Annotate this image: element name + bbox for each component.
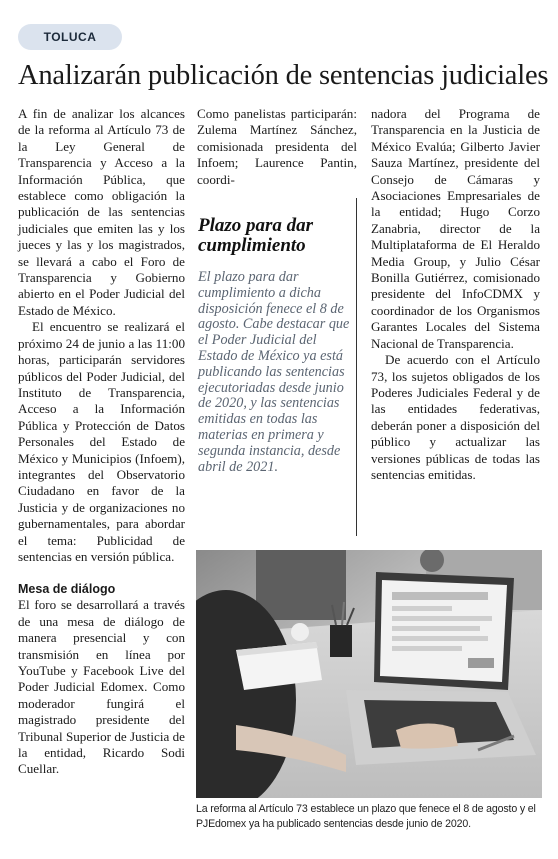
- photo-laptop-illustration: [196, 550, 542, 798]
- paragraph: nadora del Programa de Transparencia en la Justicia de México Evalúa; Gilberto Javier Sauza Martínez, presidente del Consejo de Cámaras y Asociaciones Empresariales de la entidad; Hugo Corzo Zanabria, director de la Multiplataforma de El Heraldo Media Group, y Julio César Bonilla Gutiérrez, comisionado presidente del InfoCDMX y coordinador de los Organismos Garantes Locales del Sistema Nacional de Transparencia.: [371, 106, 540, 351]
- paragraph: El foro se desarrollará a través de una mesa de diálogo de manera presencial y con transmisión en línea por YouTube y Facebook Live del Poder Judicial Edomex. Como moderador fungirá el magistrado presidente del Tribunal Superior de Justicia de la entidad, Ricardo Sodi Cuellar.: [18, 597, 185, 777]
- article-column-1: [18, 106, 185, 778]
- article-photo: [196, 550, 542, 798]
- paragraph: A fin de analizar los alcances de la reforma al Artículo 73 de la Ley General de Transparencia y Acceso a la Información Pública, que establece como obligación la publicación de las sentencias judiciales que emiten las y los jueces y las y los magistrados, se llevará a cabo el Foro de Transparencia y Gobierno abierto en el Poder Judicial del Estado de México.: [18, 106, 185, 318]
- paragraph: De acuerdo con el Artículo 73, los sujetos obligados de los Poderes Judiciales Federal y de las entidades federativas, deberán poner a disposición del público y actualizar las versiones públicas de todas las sentencias emitidas.: [371, 352, 540, 482]
- pull-quote-body: El plazo para dar cumplimiento a dicha disposición fenece el 8 de agosto. Cabe destacar que el Poder Judicial del Estado de México ya está publicando las sentencias ejecutoriadas desde junio de 2020, y las sentencias emitidas en todas las materias en primera y segunda instancia, desde abril de 2021.: [198, 269, 350, 475]
- article-column-3: [371, 106, 540, 483]
- section-tag: TOLUCA: [18, 24, 122, 50]
- paragraph: El encuentro se realizará el próximo 24 de junio a las 11:00 horas, participarán servidores públicos del Poder Judicial, del Instituto de Transparencia, Acceso a la Información Pública y Protección de Datos Personales del Estado de México y Municipios (Infoem), integrantes del Observatorio Ciudadano en favor de la Justicia y de organizaciones no gubernamentales, para abordar el tema: Publicidad de sentencias en versión pública.: [18, 319, 185, 564]
- paragraph: Como panelistas participarán: Zulema Martínez Sánchez, comisionada presidenta del Infoem; Laurence Pantin, coordi-: [197, 106, 357, 187]
- pull-quote: [194, 198, 357, 536]
- pull-quote-title: Plazo para dar cumplimiento: [198, 215, 314, 256]
- article-column-2: [197, 106, 357, 188]
- subheading: Mesa de diálogo: [18, 582, 116, 597]
- headline: Analizarán publicación de sentencias judiciales: [18, 60, 549, 91]
- photo-caption: La reforma al Artículo 73 establece un plazo que fenece el 8 de agosto y el PJEdomex ya ha publicado sentencias desde junio de 2020.: [196, 803, 536, 830]
